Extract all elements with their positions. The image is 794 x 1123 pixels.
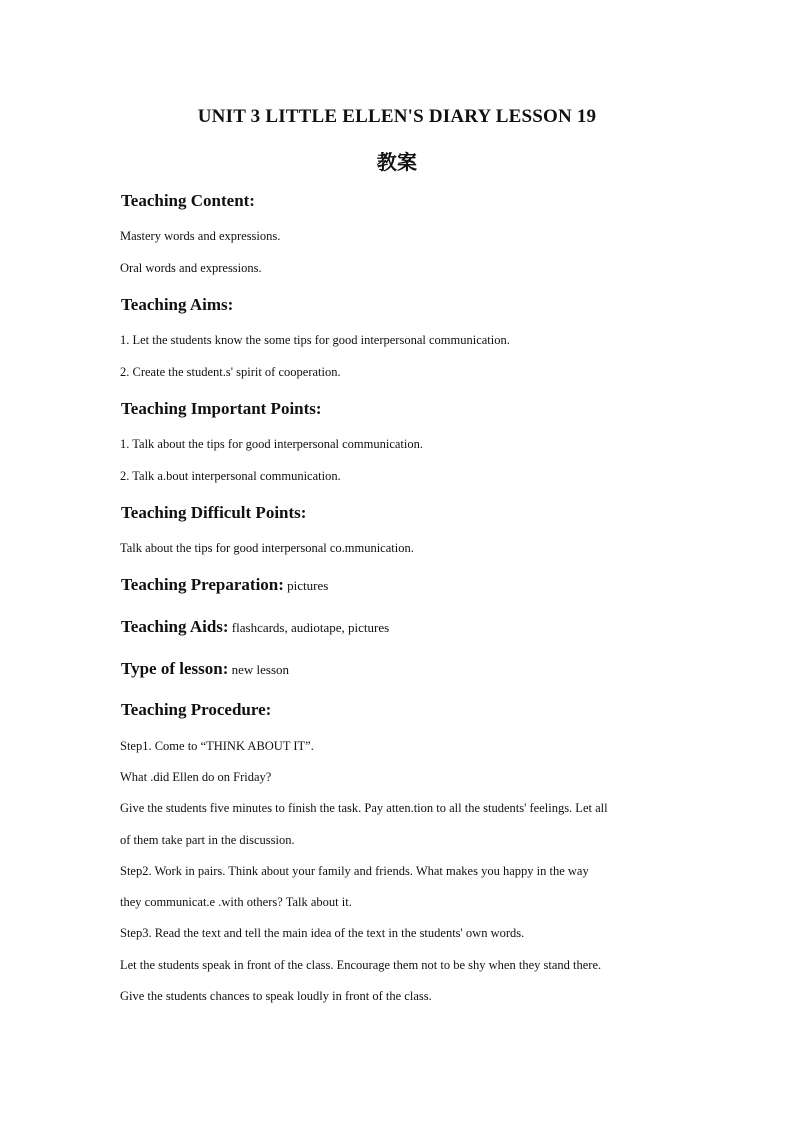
heading-preparation bbox=[121, 575, 328, 595]
procedure-line-7: Step3. Read the text and tell the main idea of the text in the students' own words. bbox=[120, 926, 525, 940]
heading-procedure: Teaching Procedure: bbox=[121, 700, 272, 719]
procedure-line-8: Let the students speak in front of the class. Encourage them not to be shy when they stand there. bbox=[120, 958, 602, 972]
procedure-line-5: Step2. Work in pairs. Think about your family and friends. What makes you happy in the way bbox=[120, 864, 589, 878]
document-subtitle: 教案 bbox=[376, 152, 418, 174]
heading-aids bbox=[121, 617, 389, 637]
type-value: new lesson bbox=[228, 662, 290, 677]
heading-important-points: Teaching Important Points: bbox=[121, 399, 322, 418]
aids-label: Teaching Aids: bbox=[121, 617, 229, 636]
procedure-line-4: of them take part in the discussion. bbox=[120, 833, 295, 847]
heading-type-of-lesson bbox=[121, 659, 289, 679]
procedure-line-1: Step1. Come to “THINK ABOUT IT”. bbox=[120, 739, 314, 753]
procedure-line-3: Give the students five minutes to finish the task. Pay atten.tion to all the students' feelings. Let all bbox=[120, 801, 608, 815]
preparation-value: pictures bbox=[283, 578, 329, 593]
preparation-label: Teaching Preparation: bbox=[121, 575, 284, 594]
aims-line-2: 2. Create the student.s' spirit of cooperation. bbox=[120, 365, 341, 379]
type-label: Type of lesson: bbox=[121, 659, 229, 678]
procedure-line-6: they communicat.e .with others? Talk about it. bbox=[120, 895, 352, 909]
aims-line-1: 1. Let the students know the some tips for good interpersonal communication. bbox=[120, 333, 510, 347]
heading-teaching-content: Teaching Content: bbox=[121, 191, 255, 210]
content-line-1: Mastery words and expressions. bbox=[120, 229, 281, 243]
procedure-line-9: Give the students chances to speak loudly in front of the class. bbox=[120, 989, 432, 1003]
important-line-2: 2. Talk a.bout interpersonal communication. bbox=[120, 469, 341, 483]
aids-value: flashcards, audiotape, pictures bbox=[228, 620, 390, 635]
important-line-1: 1. Talk about the tips for good interpersonal communication. bbox=[120, 437, 423, 451]
content-line-2: Oral words and expressions. bbox=[120, 261, 262, 275]
heading-difficult-points: Teaching Difficult Points: bbox=[121, 503, 307, 522]
heading-teaching-aims: Teaching Aims: bbox=[121, 295, 234, 314]
procedure-line-2: What .did Ellen do on Friday? bbox=[120, 770, 272, 784]
document-title: UNIT 3 LITTLE ELLEN'S DIARY LESSON 19 bbox=[197, 106, 597, 127]
difficult-line-1: Talk about the tips for good interpersonal co.mmunication. bbox=[120, 541, 414, 555]
